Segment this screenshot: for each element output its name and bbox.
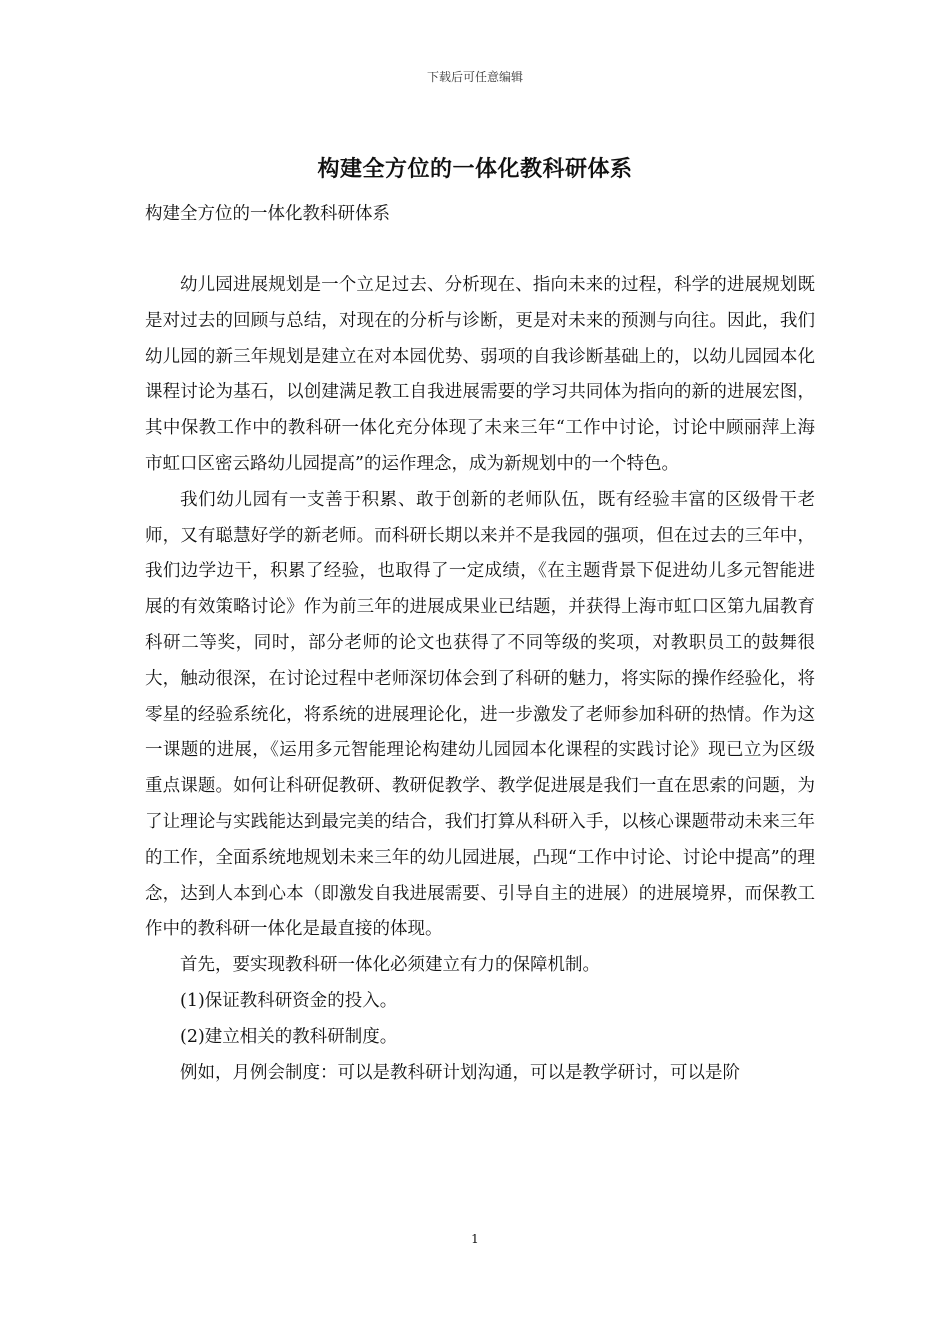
paragraph: 首先，要实现教科研一体化必须建立有力的保障机制。 [180,955,600,976]
document-subtitle: 构建全方位的一体化教科研体系 [145,204,390,224]
paragraph: 幼儿园进展规划是一个立足过去、分析现在、指向未来的过程，科学的进展规划既是对过去的回顾与总结，对现在的分析与诊断，更是对未来的预测与向往。因此，我们幼儿园的新三年规划是建立在对本园优势、弱项的自我诊断基础上的，以幼儿园园本化课程讨论为基石，以创建满足教工自我进展需要的学习共同体为指向的新的进展宏图，其中保教工作中的教科研一体化充分体现了未来三年“工作中讨论，讨论中顾丽萍上海市虹口区密云路幼儿园提高”的运作理念，成为新规划中的一个特色。 [145,275,815,474]
document-title: 构建全方位的一体化教科研体系 [317,157,633,182]
document-body [145,268,815,1091]
paragraph: (2)建立相关的教科研制度。 [180,1026,398,1047]
paragraph: 我们幼儿园有一支善于积累、敢于创新的老师队伍，既有经验丰富的区级骨干老师，又有聪慧好学的新老师。而科研长期以来并不是我园的强项，但在过去的三年中，我们边学边干，积累了经验，也取得了一定成绩，《在主题背景下促进幼儿多元智能进展的有效策略讨论》作为前三年的进展成果业已结题，并获得上海市虹口区第九届教育科研二等奖，同时，部分老师的论文也获得了不同等级的奖项，对教职员工的鼓舞很大，触动很深，在讨论过程中老师深切体会到了科研的魅力，将实际的操作经验化，将零星的经验系统化，将系统的进展理论化，进一步激发了老师参加科研的热情。作为这一课题的进展，《运用多元智能理论构建幼儿园园本化课程的实践讨论》现已立为区级重点课题。如何让科研促教研、教研促教学、教学促进展是我们一直在思索的问题，为了让理论与实践能达到最完美的结合，我们打算从科研入手，以核心课题带动未来三年的工作，全面系统地规划未来三年的幼儿园进展，凸现“工作中讨论、讨论中提高”的理念，达到人本到心本（即激发自我进展需要、引导自主的进展）的进展境界，而保教工作中的教科研一体化是最直接的体现。 [145,489,815,940]
page-header: 下载后可任意编辑 [426,70,523,84]
paragraph: (1)保证教科研资金的投入。 [180,990,398,1011]
page-number: 1 [471,1232,479,1246]
paragraph: 例如，月例会制度：可以是教科研计划沟通，可以是教学研讨，可以是阶 [180,1062,740,1083]
